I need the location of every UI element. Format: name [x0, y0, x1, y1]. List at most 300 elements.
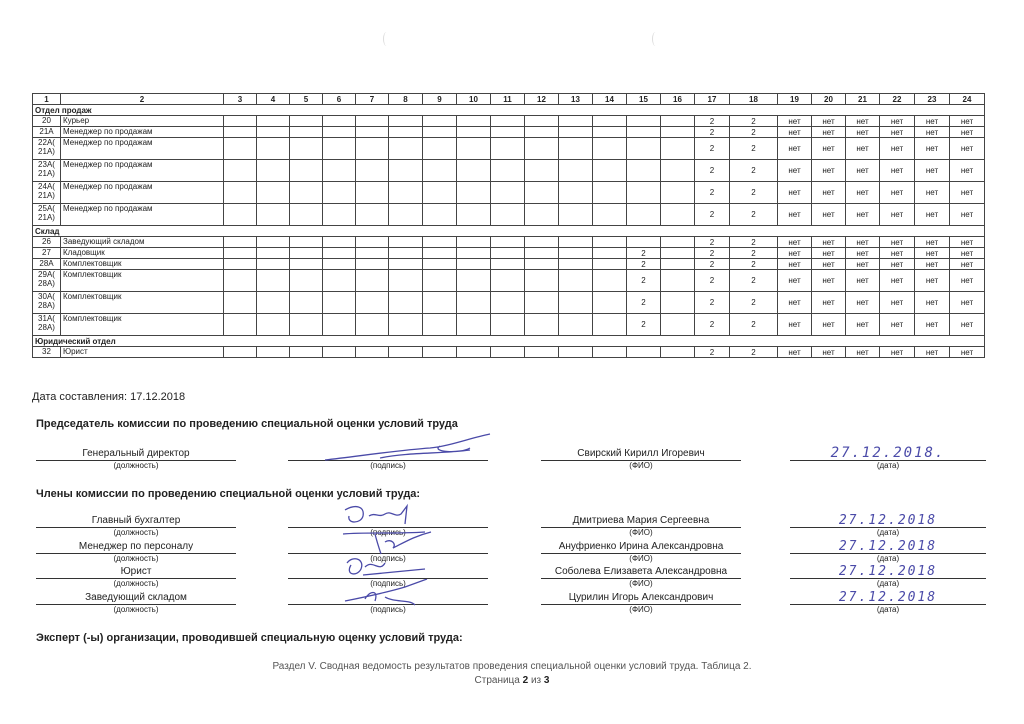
- cell-empty: [491, 270, 525, 292]
- cell-empty: [389, 314, 423, 336]
- cell-empty: [457, 270, 491, 292]
- cell-empty: [491, 314, 525, 336]
- cell-empty: [593, 347, 627, 358]
- cell-empty: [559, 259, 593, 270]
- cell-empty: [559, 314, 593, 336]
- cell-col-21: нет: [846, 259, 880, 270]
- cell-empty: [224, 127, 257, 138]
- cell-empty: [491, 292, 525, 314]
- cell-col-21: нет: [846, 314, 880, 336]
- position-name: Менеджер по продажам: [61, 127, 224, 138]
- cell-empty: [661, 182, 695, 204]
- cell-col-21: нет: [846, 270, 880, 292]
- cell-empty: [257, 314, 290, 336]
- member-date: 27.12.2018: [790, 540, 986, 554]
- fio-caption: (ФИО): [629, 579, 653, 588]
- column-header: 7: [356, 94, 389, 105]
- cell-empty: [356, 292, 389, 314]
- signature-line-caption: (подпись): [370, 579, 406, 588]
- cell-col-21: нет: [846, 160, 880, 182]
- cell-empty: [457, 116, 491, 127]
- cell-empty: [593, 138, 627, 160]
- cell-col-19: нет: [778, 116, 812, 127]
- cell-empty: [257, 204, 290, 226]
- punch-hole-right: [652, 32, 659, 46]
- cell-empty: [491, 204, 525, 226]
- column-header: 15: [627, 94, 661, 105]
- cell-col-15: [627, 237, 661, 248]
- member-position: Заведующий складом: [36, 591, 236, 605]
- position-name: Менеджер по продажам: [61, 160, 224, 182]
- signature-line-caption: (подпись): [370, 528, 406, 537]
- cell-empty: [323, 237, 356, 248]
- column-header: 9: [423, 94, 457, 105]
- date-caption: (дата): [876, 579, 900, 588]
- cell-empty: [423, 347, 457, 358]
- cell-empty: [356, 160, 389, 182]
- cell-empty: [389, 138, 423, 160]
- cell-col-15: 2: [627, 292, 661, 314]
- cell-col-19: нет: [778, 138, 812, 160]
- cell-col-18: 2: [730, 248, 778, 259]
- cell-col-23: нет: [915, 237, 950, 248]
- cell-empty: [423, 127, 457, 138]
- cell-empty: [593, 248, 627, 259]
- cell-empty: [661, 204, 695, 226]
- cell-empty: [356, 347, 389, 358]
- cell-col-18: 2: [730, 347, 778, 358]
- member-position: Главный бухгалтер: [36, 514, 236, 528]
- cell-empty: [323, 347, 356, 358]
- cell-col-15: 2: [627, 314, 661, 336]
- cell-empty: [257, 347, 290, 358]
- page-total: 3: [543, 675, 550, 686]
- member-date: 27.12.2018: [790, 514, 986, 528]
- cell-col-18: 2: [730, 138, 778, 160]
- position-name: Комплектовщик: [61, 270, 224, 292]
- cell-empty: [423, 182, 457, 204]
- cell-empty: [389, 116, 423, 127]
- cell-col-23: нет: [915, 116, 950, 127]
- cell-col-22: нет: [880, 237, 915, 248]
- cell-empty: [457, 160, 491, 182]
- table-row: [33, 248, 985, 259]
- column-header: 4: [257, 94, 290, 105]
- cell-empty: [290, 204, 323, 226]
- cell-empty: [457, 347, 491, 358]
- cell-col-19: нет: [778, 127, 812, 138]
- table-row: [33, 259, 985, 270]
- cell-empty: [559, 160, 593, 182]
- cell-col-18: 2: [730, 259, 778, 270]
- section-title: Юридический отдел: [33, 336, 985, 347]
- cell-empty: [389, 270, 423, 292]
- section-title: Отдел продаж: [33, 105, 985, 116]
- row-number: 20: [33, 116, 61, 127]
- signature-caption: (подпись): [370, 461, 406, 470]
- date-caption: (дата): [876, 528, 900, 537]
- cell-col-18: 2: [730, 116, 778, 127]
- page-prefix: Страница: [474, 675, 523, 686]
- date-caption: (дата): [876, 554, 900, 563]
- cell-col-19: нет: [778, 270, 812, 292]
- cell-col-17: 2: [695, 127, 730, 138]
- cell-col-22: нет: [880, 116, 915, 127]
- cell-col-21: нет: [846, 237, 880, 248]
- cell-col-21: нет: [846, 292, 880, 314]
- cell-empty: [525, 116, 559, 127]
- cell-empty: [389, 259, 423, 270]
- row-number: 25А( 21А): [33, 204, 61, 226]
- cell-col-22: нет: [880, 204, 915, 226]
- cell-col-23: нет: [915, 270, 950, 292]
- cell-empty: [559, 292, 593, 314]
- table-row: [33, 160, 985, 182]
- cell-col-20: нет: [812, 292, 846, 314]
- row-number: 28А: [33, 259, 61, 270]
- position-name: Менеджер по продажам: [61, 138, 224, 160]
- cell-empty: [257, 138, 290, 160]
- cell-col-17: 2: [695, 347, 730, 358]
- cell-col-18: 2: [730, 127, 778, 138]
- cell-empty: [224, 248, 257, 259]
- cell-empty: [257, 116, 290, 127]
- cell-col-23: нет: [915, 138, 950, 160]
- cell-col-17: 2: [695, 182, 730, 204]
- cell-col-19: нет: [778, 248, 812, 259]
- table-row: [33, 182, 985, 204]
- cell-col-23: нет: [915, 204, 950, 226]
- cell-col-20: нет: [812, 182, 846, 204]
- chair-position: Генеральный директор: [36, 447, 236, 461]
- member-fio: Цурилин Игорь Александрович: [541, 591, 741, 605]
- cell-empty: [423, 160, 457, 182]
- table-row: [33, 314, 985, 336]
- cell-col-24: нет: [950, 237, 985, 248]
- footer-page-number: [0, 675, 1024, 686]
- cell-col-19: нет: [778, 314, 812, 336]
- cell-col-17: 2: [695, 270, 730, 292]
- position-name: Менеджер по продажам: [61, 182, 224, 204]
- cell-col-22: нет: [880, 292, 915, 314]
- cell-empty: [257, 270, 290, 292]
- date-caption: (дата): [876, 461, 900, 470]
- cell-col-20: нет: [812, 314, 846, 336]
- cell-empty: [323, 248, 356, 259]
- cell-empty: [661, 116, 695, 127]
- cell-col-24: нет: [950, 138, 985, 160]
- position-caption: (должность): [113, 579, 159, 588]
- cell-col-22: нет: [880, 314, 915, 336]
- cell-col-22: нет: [880, 160, 915, 182]
- cell-empty: [323, 259, 356, 270]
- table-header-row: [33, 94, 985, 105]
- cell-col-19: нет: [778, 259, 812, 270]
- column-header: 10: [457, 94, 491, 105]
- cell-empty: [423, 248, 457, 259]
- column-header: 2: [61, 94, 224, 105]
- column-header: 6: [323, 94, 356, 105]
- page-mid: из: [528, 675, 544, 686]
- position-name: Заведующий складом: [61, 237, 224, 248]
- cell-col-23: нет: [915, 292, 950, 314]
- cell-empty: [290, 127, 323, 138]
- section-title: Склад: [33, 226, 985, 237]
- table-row: [33, 237, 985, 248]
- cell-col-24: нет: [950, 204, 985, 226]
- table-row: [33, 347, 985, 358]
- cell-empty: [356, 248, 389, 259]
- cell-col-15: 2: [627, 248, 661, 259]
- cell-empty: [423, 259, 457, 270]
- cell-empty: [661, 292, 695, 314]
- fio-caption: (ФИО): [629, 461, 653, 470]
- cell-col-20: нет: [812, 204, 846, 226]
- cell-col-17: 2: [695, 314, 730, 336]
- cell-empty: [457, 292, 491, 314]
- cell-empty: [356, 182, 389, 204]
- column-header: 13: [559, 94, 593, 105]
- cell-empty: [290, 237, 323, 248]
- cell-col-17: 2: [695, 160, 730, 182]
- member-position: Юрист: [36, 565, 236, 579]
- cell-empty: [356, 237, 389, 248]
- cell-empty: [290, 182, 323, 204]
- cell-empty: [593, 270, 627, 292]
- cell-col-23: нет: [915, 160, 950, 182]
- column-header: 24: [950, 94, 985, 105]
- section-row: [33, 105, 985, 116]
- cell-col-21: нет: [846, 116, 880, 127]
- cell-empty: [423, 270, 457, 292]
- cell-empty: [559, 116, 593, 127]
- cell-empty: [559, 138, 593, 160]
- cell-col-22: нет: [880, 127, 915, 138]
- cell-empty: [559, 347, 593, 358]
- column-header: 21: [846, 94, 880, 105]
- cell-empty: [559, 270, 593, 292]
- cell-col-22: нет: [880, 248, 915, 259]
- cell-col-22: нет: [880, 182, 915, 204]
- cell-empty: [257, 160, 290, 182]
- cell-col-23: нет: [915, 182, 950, 204]
- column-header: 19: [778, 94, 812, 105]
- row-number: 30А( 28А): [33, 292, 61, 314]
- cell-empty: [457, 237, 491, 248]
- cell-empty: [323, 160, 356, 182]
- cell-col-19: нет: [778, 292, 812, 314]
- cell-col-17: 2: [695, 259, 730, 270]
- cell-empty: [457, 182, 491, 204]
- cell-empty: [423, 116, 457, 127]
- cell-col-21: нет: [846, 182, 880, 204]
- cell-empty: [593, 259, 627, 270]
- column-header: 14: [593, 94, 627, 105]
- cell-empty: [661, 347, 695, 358]
- cell-empty: [389, 160, 423, 182]
- position-name: Курьер: [61, 116, 224, 127]
- cell-empty: [593, 182, 627, 204]
- cell-col-15: [627, 347, 661, 358]
- cell-empty: [525, 204, 559, 226]
- cell-empty: [457, 204, 491, 226]
- cell-col-15: [627, 204, 661, 226]
- cell-col-20: нет: [812, 237, 846, 248]
- cell-empty: [257, 237, 290, 248]
- cell-empty: [323, 292, 356, 314]
- cell-col-24: нет: [950, 347, 985, 358]
- column-header: 18: [730, 94, 778, 105]
- cell-empty: [491, 182, 525, 204]
- cell-empty: [593, 160, 627, 182]
- cell-empty: [593, 314, 627, 336]
- row-number: 23А( 21А): [33, 160, 61, 182]
- cell-col-23: нет: [915, 347, 950, 358]
- cell-col-22: нет: [880, 347, 915, 358]
- table-row: [33, 292, 985, 314]
- cell-empty: [224, 237, 257, 248]
- cell-empty: [389, 237, 423, 248]
- member-date: 27.12.2018: [790, 591, 986, 605]
- cell-empty: [257, 248, 290, 259]
- cell-col-18: 2: [730, 314, 778, 336]
- cell-empty: [457, 127, 491, 138]
- cell-empty: [491, 248, 525, 259]
- cell-empty: [593, 204, 627, 226]
- member-fio: Дмитриева Мария Сергеевна: [541, 514, 741, 528]
- row-number: 22А( 21А): [33, 138, 61, 160]
- cell-col-15: 2: [627, 270, 661, 292]
- cell-empty: [290, 270, 323, 292]
- cell-col-17: 2: [695, 248, 730, 259]
- cell-empty: [593, 116, 627, 127]
- cell-empty: [525, 160, 559, 182]
- signature-line-caption: (подпись): [370, 554, 406, 563]
- cell-empty: [525, 292, 559, 314]
- cell-col-15: [627, 127, 661, 138]
- cell-empty: [356, 138, 389, 160]
- column-header: 3: [224, 94, 257, 105]
- member-fio: Ануфриенко Ирина Александровна: [541, 540, 741, 554]
- cell-empty: [661, 237, 695, 248]
- cell-empty: [389, 204, 423, 226]
- cell-col-21: нет: [846, 138, 880, 160]
- cell-col-15: 2: [627, 259, 661, 270]
- column-header: 23: [915, 94, 950, 105]
- cell-empty: [661, 259, 695, 270]
- cell-col-19: нет: [778, 204, 812, 226]
- cell-empty: [491, 138, 525, 160]
- table-row: [33, 138, 985, 160]
- cell-empty: [661, 127, 695, 138]
- cell-empty: [290, 138, 323, 160]
- row-number: 29А( 28А): [33, 270, 61, 292]
- cell-col-17: 2: [695, 204, 730, 226]
- cell-col-19: нет: [778, 182, 812, 204]
- cell-empty: [323, 127, 356, 138]
- cell-col-20: нет: [812, 347, 846, 358]
- position-caption: (должность): [113, 528, 159, 537]
- cell-col-24: нет: [950, 160, 985, 182]
- cell-col-24: нет: [950, 182, 985, 204]
- cell-empty: [491, 259, 525, 270]
- cell-col-24: нет: [950, 127, 985, 138]
- cell-empty: [559, 248, 593, 259]
- column-header: 20: [812, 94, 846, 105]
- cell-col-22: нет: [880, 138, 915, 160]
- cell-empty: [356, 116, 389, 127]
- cell-empty: [224, 138, 257, 160]
- position-caption: (должность): [113, 554, 159, 563]
- cell-col-15: [627, 138, 661, 160]
- cell-col-18: 2: [730, 182, 778, 204]
- cell-col-17: 2: [695, 138, 730, 160]
- cell-empty: [457, 314, 491, 336]
- cell-empty: [593, 292, 627, 314]
- cell-empty: [323, 182, 356, 204]
- cell-col-23: нет: [915, 314, 950, 336]
- cell-col-23: нет: [915, 248, 950, 259]
- member-fio: Соболева Елизавета Александровна: [541, 565, 741, 579]
- cell-empty: [491, 237, 525, 248]
- cell-empty: [389, 248, 423, 259]
- cell-col-18: 2: [730, 204, 778, 226]
- cell-empty: [525, 347, 559, 358]
- cell-empty: [525, 270, 559, 292]
- cell-col-21: нет: [846, 204, 880, 226]
- cell-empty: [389, 292, 423, 314]
- position-name: Юрист: [61, 347, 224, 358]
- cell-empty: [491, 160, 525, 182]
- position-name: Менеджер по продажам: [61, 204, 224, 226]
- cell-empty: [423, 314, 457, 336]
- cell-col-15: [627, 182, 661, 204]
- cell-empty: [356, 204, 389, 226]
- cell-empty: [290, 314, 323, 336]
- cell-col-23: нет: [915, 259, 950, 270]
- position-name: Кладовщик: [61, 248, 224, 259]
- cell-col-22: нет: [880, 270, 915, 292]
- cell-col-24: нет: [950, 116, 985, 127]
- row-number: 24А( 21А): [33, 182, 61, 204]
- cell-col-19: нет: [778, 237, 812, 248]
- cell-col-18: 2: [730, 270, 778, 292]
- cell-empty: [491, 347, 525, 358]
- cell-empty: [224, 314, 257, 336]
- cell-empty: [356, 127, 389, 138]
- results-table: [32, 93, 985, 358]
- section-row: [33, 336, 985, 347]
- cell-col-24: нет: [950, 259, 985, 270]
- cell-col-21: нет: [846, 347, 880, 358]
- cell-empty: [356, 314, 389, 336]
- cell-empty: [224, 292, 257, 314]
- cell-empty: [525, 127, 559, 138]
- cell-empty: [290, 160, 323, 182]
- cell-empty: [290, 292, 323, 314]
- cell-col-19: нет: [778, 347, 812, 358]
- cell-empty: [491, 116, 525, 127]
- row-number: 27: [33, 248, 61, 259]
- row-number: 32: [33, 347, 61, 358]
- cell-col-19: нет: [778, 160, 812, 182]
- cell-col-17: 2: [695, 237, 730, 248]
- fio-caption: (ФИО): [629, 554, 653, 563]
- fio-caption: (ФИО): [629, 605, 653, 614]
- cell-empty: [661, 270, 695, 292]
- cell-col-22: нет: [880, 259, 915, 270]
- cell-col-24: нет: [950, 270, 985, 292]
